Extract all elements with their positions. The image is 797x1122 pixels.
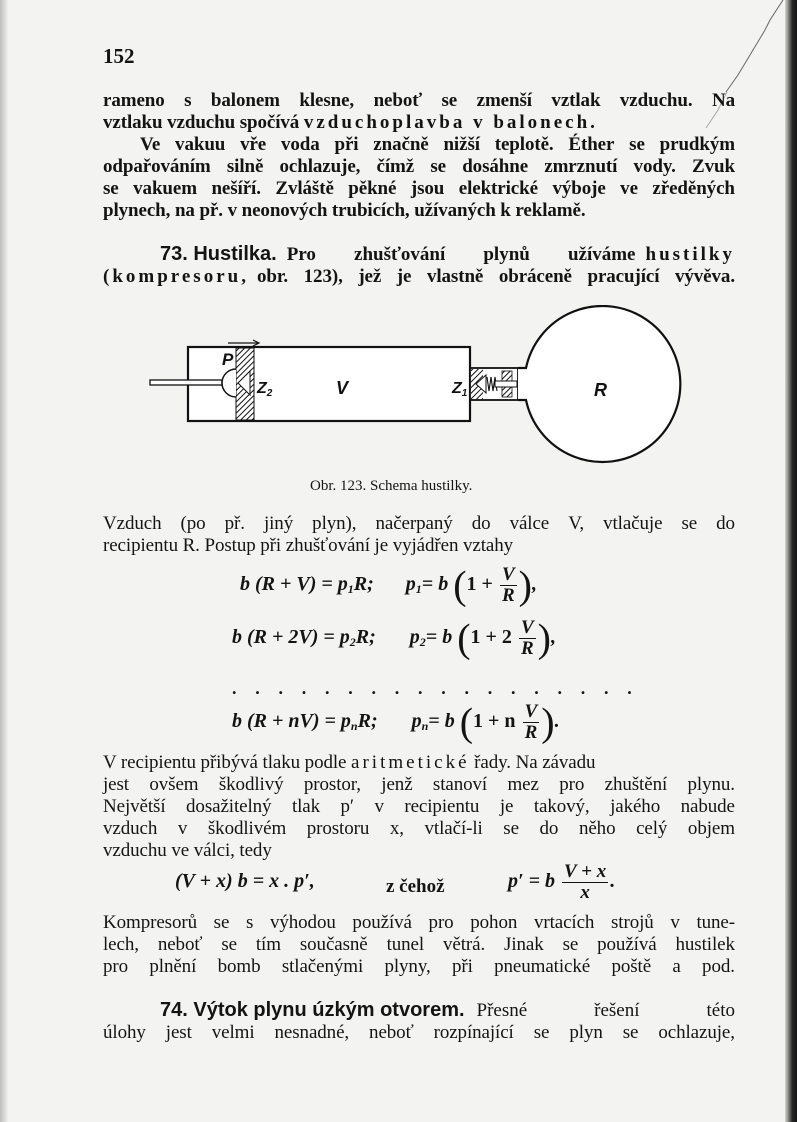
word: rozpínající	[433, 1022, 514, 1043]
word: ve	[620, 178, 638, 199]
word: nabude	[680, 796, 735, 817]
word: jsou	[410, 178, 445, 199]
eq-numerator: V + x	[564, 861, 607, 882]
text-line	[103, 818, 735, 840]
text-span	[257, 266, 735, 288]
text-span: .	[590, 112, 595, 133]
word: zmenší	[476, 90, 532, 111]
word: strojů	[611, 912, 654, 933]
word: neboť	[373, 90, 423, 111]
eq-part: p	[411, 710, 422, 733]
word: tune-	[696, 912, 735, 933]
word: vakuem	[133, 178, 197, 199]
equation-limit	[175, 870, 315, 893]
word: stanoví	[432, 774, 488, 795]
word: tunel	[386, 934, 425, 955]
eq-part: b (R + V) = p	[240, 573, 348, 596]
equation-2: b $(R + 2V) = p_2R$; $p_2= b$ (1 + 2 $\frac{V}{R}$ ),	[232, 615, 556, 661]
dot: .	[325, 678, 330, 698]
eq-part: = b	[425, 626, 453, 649]
word: tím	[255, 934, 281, 955]
word: větrá.	[442, 934, 486, 955]
word: stlačenými	[281, 956, 364, 977]
text-line	[103, 200, 735, 222]
dot: .	[278, 678, 283, 698]
word: vývěva.	[674, 266, 735, 287]
word: vře	[240, 134, 267, 155]
word: se	[441, 90, 458, 111]
word: zhuštění	[604, 774, 668, 795]
text-line	[103, 956, 735, 978]
eq-numerator: V	[520, 617, 534, 638]
word: neboť	[157, 934, 203, 955]
compressor-diagram	[140, 305, 700, 480]
word: recipientu	[404, 796, 480, 817]
word: v	[374, 796, 384, 817]
eq-part: b (R + 2V) = p	[232, 626, 350, 649]
text-span: V recipientu přibývá tlaku podle	[103, 752, 352, 773]
word: neboť	[369, 1022, 414, 1043]
eq-part: 1	[347, 582, 354, 597]
word: výboje	[552, 178, 606, 199]
eq-part: ,	[531, 573, 537, 596]
word: Na	[711, 90, 735, 111]
word: užíváme	[567, 244, 636, 265]
word: této	[706, 1000, 735, 1021]
word: velmi	[211, 1022, 255, 1043]
eq-part: 2	[349, 635, 356, 650]
word: voda	[280, 134, 320, 155]
label-valve-1: Z1	[452, 380, 468, 399]
eq-numerator: V	[524, 701, 538, 722]
word: a	[672, 956, 681, 977]
emphasized-term: vzduchoplavba v balonech	[303, 112, 591, 133]
word: používá	[597, 934, 657, 955]
eq-part: = b	[428, 710, 455, 733]
dot: .	[511, 678, 516, 698]
text-line	[103, 752, 735, 774]
word: úlohy	[103, 1022, 146, 1043]
dot: .	[580, 678, 586, 698]
equation-limit-result	[508, 862, 615, 903]
text-line	[103, 178, 735, 200]
word: ochlazuje,	[279, 156, 361, 177]
page-binding-shadow	[785, 0, 797, 1122]
dot: .	[255, 678, 260, 698]
word: takový,	[533, 796, 590, 817]
word: do	[539, 818, 559, 839]
word: vakuu	[175, 134, 226, 155]
piston-direction-arrow-icon	[228, 340, 259, 346]
eq-part: 1 +	[466, 573, 493, 596]
word: teplotě.	[494, 134, 554, 155]
word: vlastně	[426, 266, 484, 287]
dot: .	[487, 678, 493, 698]
eq-part: 1	[415, 582, 422, 597]
eq-part: 2	[419, 635, 426, 650]
word: rameno	[103, 90, 165, 111]
eq-part: b (R + nV) = p	[232, 710, 351, 733]
word: pohon	[470, 912, 518, 933]
eq-part: ,	[550, 626, 556, 649]
word: objem	[687, 818, 735, 839]
text-line	[140, 134, 735, 156]
word: se	[622, 1022, 639, 1043]
word: používá	[352, 912, 412, 933]
word: do	[716, 513, 735, 534]
dot: .	[441, 678, 446, 698]
word: současně	[299, 934, 368, 955]
eq-part: (V + x) b = x . p′,	[175, 870, 315, 892]
eq-part: n	[421, 719, 429, 734]
word: výhodou	[269, 912, 336, 933]
word: načerpaný	[375, 513, 453, 534]
word: klesne,	[299, 90, 355, 111]
word: vody.	[633, 156, 676, 177]
word: pro	[428, 912, 454, 933]
word: se	[221, 934, 237, 955]
word: x,	[389, 818, 404, 839]
word: při	[451, 956, 473, 977]
word: Vzduch	[103, 513, 162, 534]
word: Přesné	[476, 1000, 528, 1021]
dot: .	[348, 678, 353, 698]
word: bomb	[217, 956, 261, 977]
text-line	[103, 90, 735, 112]
section-73-title: 73. Hustilka.	[160, 243, 277, 265]
word: v	[670, 912, 680, 933]
eq-numerator: V	[501, 564, 515, 585]
dot: .	[232, 678, 237, 698]
text-line	[103, 774, 735, 796]
word: škodlivém	[207, 818, 287, 839]
dot: .	[464, 678, 469, 698]
word: (po	[180, 513, 206, 534]
equation-1: b $(R + V) = p_1R$; $p_1= b$ (1 + $\frac{V}{R}$ ),	[240, 562, 537, 608]
word: dosažitelný	[186, 796, 272, 817]
ellipsis-row	[232, 678, 632, 699]
word: se	[533, 1022, 550, 1043]
eq-denominator: R	[520, 638, 534, 659]
label-piston: P	[222, 350, 234, 369]
text-line	[103, 912, 735, 934]
word: vtlačuje	[603, 513, 663, 534]
word: poště	[611, 956, 652, 977]
word: se	[629, 134, 645, 155]
word: vzduch	[103, 818, 158, 839]
word: př.	[224, 513, 245, 534]
eq-part: p	[405, 573, 416, 596]
equation-n: b $(R + nV) = p_nR$; $p_n= b$ (1 + n $\frac{V}{R}$ ).	[232, 699, 560, 745]
eq-denominator: R	[501, 585, 515, 606]
text-line	[103, 1022, 735, 1044]
text-span: vzduchu ve válci, tedy	[103, 840, 272, 861]
word: prostoru	[306, 818, 370, 839]
word: jiný	[263, 513, 294, 534]
section-73-heading-line	[160, 242, 735, 267]
label-recipient: R	[594, 380, 607, 400]
word: nesnadné,	[274, 1022, 350, 1043]
word: plynů	[483, 244, 530, 265]
section-74-title: 74. Výtok plynu úzkým otvorem.	[160, 999, 465, 1021]
emphasized-term: aritmetické	[351, 752, 470, 773]
word: ovšem	[149, 774, 199, 795]
word: něho	[578, 818, 616, 839]
eq-part: 1 + n	[473, 710, 516, 733]
word: plyn),	[312, 513, 357, 534]
word: válce	[509, 513, 550, 534]
word: tlak	[291, 796, 321, 817]
word: silně	[226, 156, 264, 177]
page-left-edge	[0, 0, 8, 1122]
word: plyn	[569, 1022, 603, 1043]
eq-denominator: R	[524, 722, 538, 743]
word: obr.	[256, 266, 289, 287]
word: p′	[340, 796, 354, 817]
word: se	[213, 912, 230, 933]
label-valve-2: Z2	[257, 380, 273, 399]
word: s	[245, 912, 254, 933]
word: Zvuk	[692, 156, 735, 177]
word: značně	[373, 134, 429, 155]
figure-caption: Obr. 123. Schema hustilky.	[310, 478, 473, 494]
text-line	[103, 513, 735, 535]
dot: .	[418, 678, 423, 698]
page-number: 152	[103, 44, 135, 68]
word: vrtacích	[533, 912, 595, 933]
word: hustilek	[675, 934, 735, 955]
word: prudkým	[659, 134, 735, 155]
text-span: plynech, na př. v neonových trubicích, užívaných k reklamě.	[103, 200, 586, 221]
word: Zvláště	[275, 178, 334, 199]
word: čímž	[376, 156, 415, 177]
word: pneumatické	[494, 956, 591, 977]
word: je	[396, 266, 412, 287]
word: 123),	[303, 266, 343, 287]
word: nižší	[443, 134, 480, 155]
word: Ve	[140, 134, 161, 155]
eq-part: R;	[357, 710, 378, 733]
word: lech,	[103, 934, 139, 955]
word: zředěných	[652, 178, 735, 199]
word: vtlačí-li	[424, 818, 483, 839]
word: jest	[103, 774, 129, 795]
word: obráceně	[498, 266, 572, 287]
word: zmrznutí	[544, 156, 618, 177]
word: Éther	[568, 134, 615, 155]
word: celý	[636, 818, 668, 839]
word: v	[177, 818, 188, 839]
word: ochlazuje,	[658, 1022, 735, 1043]
emphasized-term: hustilky	[645, 244, 735, 265]
eq-part: R;	[355, 626, 376, 649]
word: pro	[559, 774, 585, 795]
eq-part: p′ = b	[508, 870, 556, 893]
dot: .	[371, 678, 376, 698]
text-line	[103, 112, 735, 134]
text-span	[477, 999, 735, 1023]
text-span: vztlaku vzduchu spočívá	[103, 112, 304, 133]
word: se	[103, 178, 119, 199]
word: řešení	[594, 1000, 640, 1021]
word: pod.	[702, 956, 735, 977]
word: se	[430, 156, 446, 177]
word: Největší	[103, 796, 166, 817]
word: se	[562, 934, 579, 955]
eq-part: .	[610, 870, 616, 893]
word: do	[471, 513, 491, 534]
word: je	[499, 796, 514, 817]
word: jenž	[381, 774, 413, 795]
word: nešíří.	[211, 178, 261, 199]
emphasized-term: (kompresoru,	[103, 266, 249, 287]
word: Pro	[286, 244, 316, 265]
dot: .	[301, 678, 307, 698]
word: V,	[568, 513, 585, 534]
text-line	[103, 156, 735, 178]
word: Jinak	[504, 934, 544, 955]
dot: .	[534, 678, 539, 698]
dot: .	[557, 678, 562, 698]
word: jest	[165, 1022, 192, 1043]
word: balonem	[210, 90, 280, 111]
text-span: řady. Na závadu	[469, 752, 596, 773]
word: při	[334, 134, 359, 155]
eq-part: 1 + 2	[470, 626, 512, 649]
word: Kompresorů	[103, 912, 197, 933]
text-span	[287, 243, 636, 267]
dot: .	[394, 678, 400, 698]
eq-part: n	[350, 719, 358, 734]
word: škodlivý	[218, 774, 284, 795]
word: pracující	[587, 266, 660, 287]
piston-rod	[150, 380, 222, 385]
word: odpařováním	[103, 156, 211, 177]
word: vzduchu.	[619, 90, 693, 111]
eq-part: p	[409, 626, 420, 649]
dot: .	[627, 678, 632, 698]
word: plynu.	[687, 774, 735, 795]
text-line	[103, 934, 735, 956]
label-cylinder-volume: V	[336, 378, 349, 398]
word: se	[503, 818, 519, 839]
word: se	[681, 513, 698, 534]
text-line	[103, 840, 735, 862]
word: plnění	[149, 956, 197, 977]
word: vztlak	[551, 90, 601, 111]
word: pro	[103, 956, 129, 977]
word: jež	[358, 266, 382, 287]
dot: .	[604, 678, 609, 698]
word: prostor,	[303, 774, 361, 795]
text-span: recipientu R. Postup při zhušťování je vyjádřen vztahy	[103, 535, 514, 556]
text-line	[103, 796, 735, 818]
word: mez	[507, 774, 539, 795]
section-74-heading-line	[160, 998, 735, 1023]
word: s	[184, 90, 192, 111]
word: jakého	[610, 796, 661, 817]
eq-part: .	[554, 710, 560, 733]
eq-part: = b	[421, 573, 449, 596]
text-line	[103, 266, 735, 288]
word: pěkné	[348, 178, 397, 199]
word: dosáhne	[462, 156, 529, 177]
text-line	[103, 535, 735, 557]
eq-connector-text: z čehož	[386, 876, 445, 897]
eq-part: R;	[353, 573, 374, 596]
word: zhušťování	[354, 244, 446, 265]
eq-denominator: x	[580, 882, 590, 903]
word: elektrické	[458, 178, 538, 199]
word: plyny,	[384, 956, 431, 977]
